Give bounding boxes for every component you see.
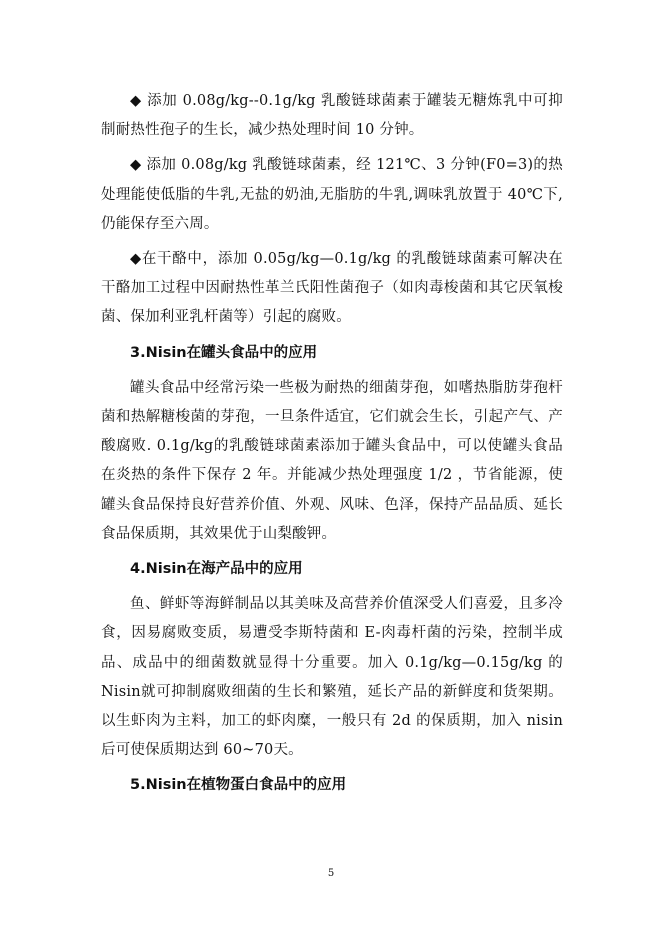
section-heading-plant-protein: 5.Nisin在植物蛋白食品中的应用 — [130, 777, 347, 794]
document-body — [101, 87, 563, 807]
section-heading-seafood: 4.Nisin在海产品中的应用 — [130, 561, 303, 578]
paragraph-canned-food: 罐头食品中经常污染一些极为耐热的细菌芽孢，如嗜热脂肪芽孢杆菌和热解糖梭菌的芽孢，一旦条件适宜，它们就会生长，引起产气、产酸腐败. 0.1g/kg的乳酸链球菌素添加于罐头食品中，可以使罐头食品在炎热的条件下保存 2 年。并能减少热处理强度 1/2 ，节省能源，使罐头食品保持良好营养价值、外观、风味、色泽，保持产品品质、延长食品保质期，其效果优于山梨酸钾。 — [101, 379, 563, 542]
paragraph-nisin-cheese: ◆在干酪中，添加 0.05g/kg—0.1g/kg 的乳酸链球菌素可解决在干酪加工过程中因耐热性革兰氏阳性菌孢子（如肉毒梭菌和其它厌氧梭菌、保加利亚乳杆菌等）引起的腐败。 — [101, 251, 563, 326]
section-heading-canned-food: 3.Nisin在罐头食品中的应用 — [130, 344, 318, 361]
paragraph-seafood: 鱼、鲜虾等海鲜制品以其美味及高营养价值深受人们喜爱，且多冷食，因易腐败变质，易遭受李斯特菌和 E-肉毒杆菌的污染，控制半成品、成品中的细菌数就显得十分重要。加入 0.1g/kg—0.15g/kg 的 Nisin就可抑制腐败细菌的生长和繁殖，延长产品的新鲜度和货架期。以生虾肉为主料，加工的虾肉糜，一般只有 2d 的保质期，加入 nisin后可使保质期达到 60~70天。 — [101, 596, 563, 759]
paragraph-nisin-low-fat-milk: ◆ 添加 0.08g/kg 乳酸链球菌素，经 121℃、3 分钟(F0=3)的热处理能使低脂的牛乳,无盐的奶油,无脂肪的牛乳,调味乳放置于 40℃下,仍能保存至六周。 — [101, 157, 563, 232]
paragraph-nisin-condensed-milk: ◆ 添加 0.08g/kg--0.1g/kg 乳酸链球菌素于罐装无糖炼乳中可抑制耐热性孢子的生长，减少热处理时间 10 分钟。 — [101, 93, 563, 139]
page-number: 5 — [327, 868, 335, 879]
